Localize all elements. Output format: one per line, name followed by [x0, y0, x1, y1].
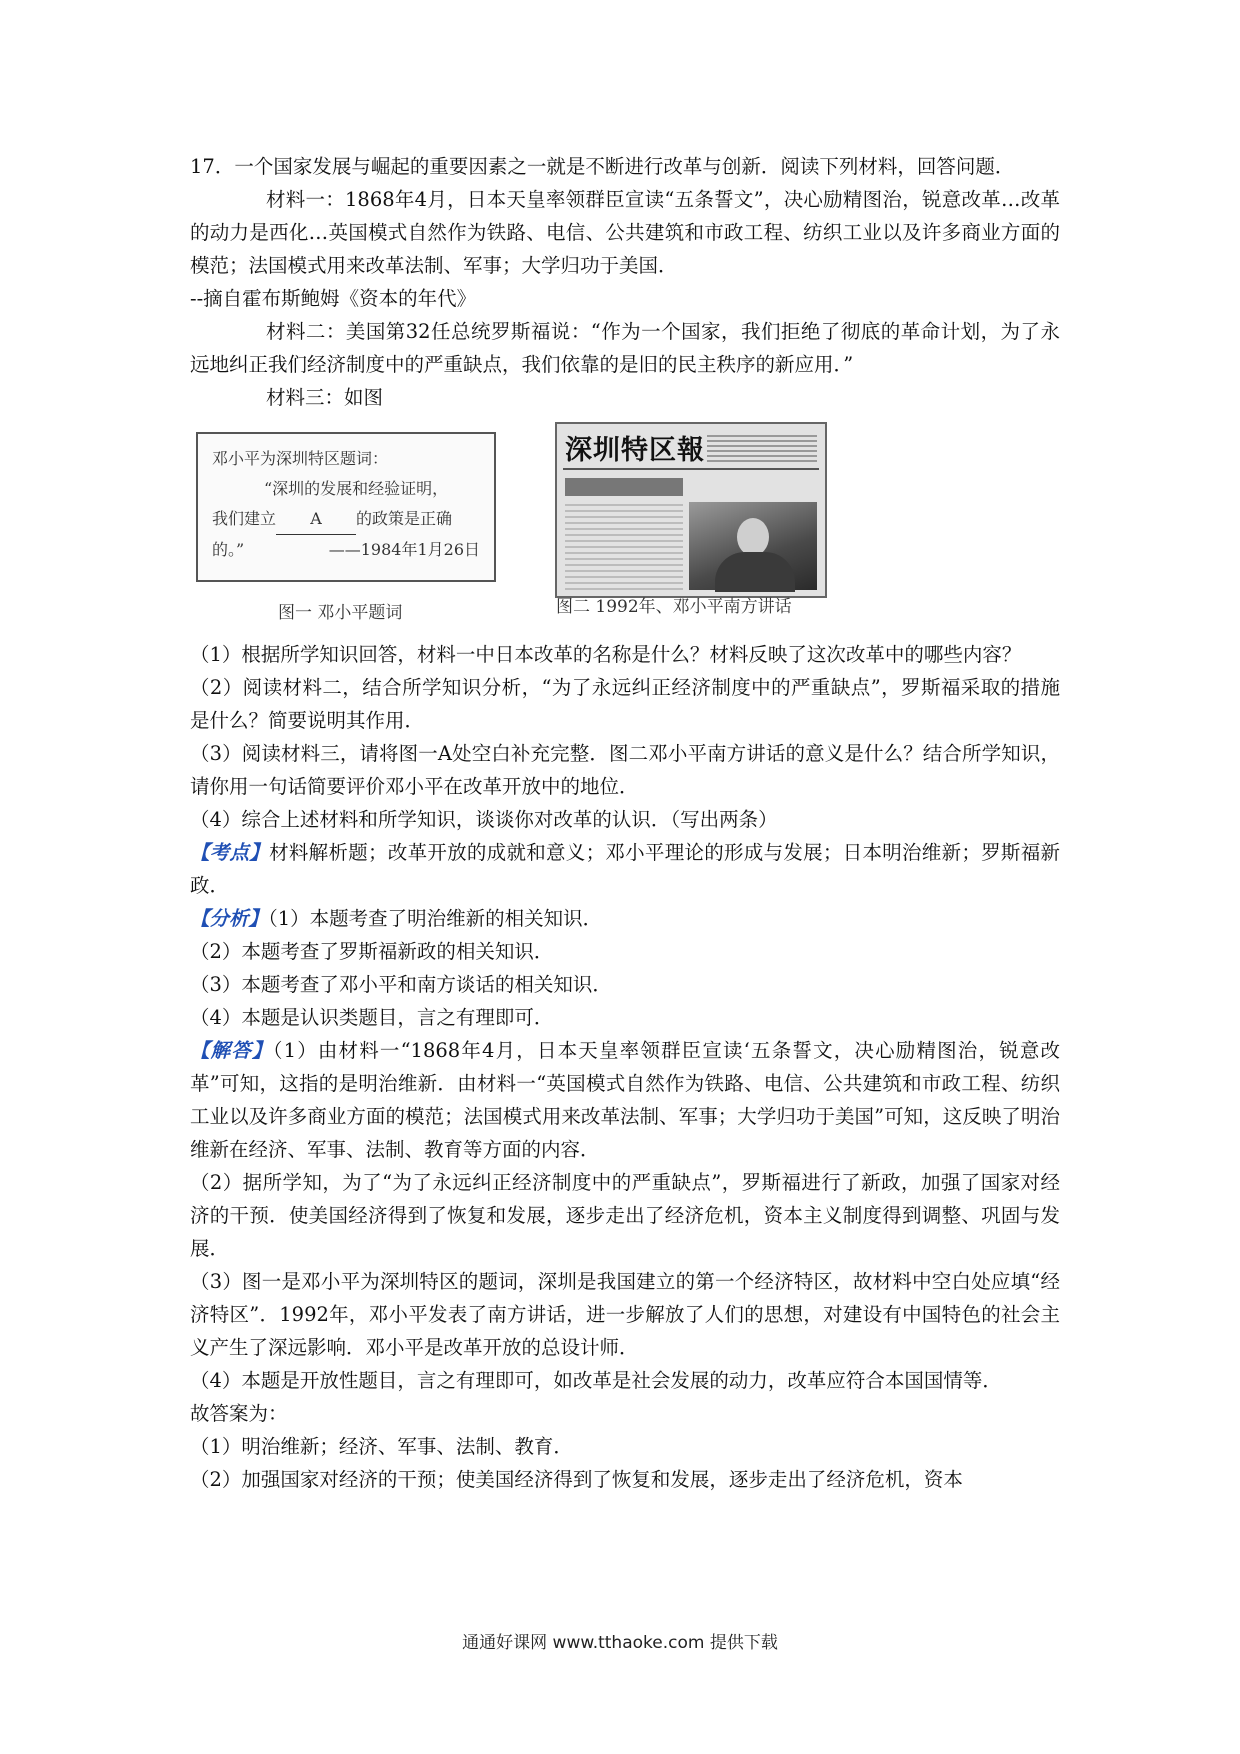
jieda-section	[190, 1034, 1060, 1166]
inscription-line	[212, 504, 480, 535]
newspaper-header-text-image	[707, 432, 817, 462]
fenxi-item: （1）本题考查了明治维新的相关知识．	[268, 907, 603, 930]
material-three: 材料三：如图	[266, 386, 384, 409]
fenxi-item: （4）本题是认识类题目，言之有理即可．	[190, 1006, 554, 1029]
fenxi-item: （2）本题考查了罗斯福新政的相关知识．	[190, 940, 554, 963]
blank-a: A	[276, 504, 356, 535]
document-body	[190, 150, 1060, 1496]
kaodian-tag: 【考点】	[190, 841, 270, 864]
inscription-date: ——1984年1月26日	[328, 540, 480, 559]
jieda-item: （3）图一是邓小平为深圳特区的题词，深圳是我国建立的第一个经济特区，故材料中空白处应填“经济特区”．1992年，邓小平发表了南方讲话，进一步解放了人们的思想，对建设有中国特色的社会主义产生了深远影响．邓小平是改革开放的总设计师．	[190, 1270, 1060, 1359]
answer-item: （2）加强国家对经济的干预；使美国经济得到了恢复和发展，逐步走出了经济危机，资本	[190, 1468, 963, 1491]
inscription-line: 的。”	[212, 540, 245, 559]
inscription-text: 我们建立	[212, 509, 277, 528]
inscription-text: 的政策是正确	[356, 509, 453, 528]
figures-row	[190, 422, 1060, 628]
figure-one-inscription	[196, 432, 496, 582]
material-one: 材料一：1868年4月，日本天皇率领群臣宣读“五条誓文”，决心励精图治，锐意改革…改革的动力是西化…英国模式自然作为铁路、电信、公共建筑和市政工程、纺织工业以及许多商业方面的模范；法国模式用来改革法制、军事；大学归功于美国．	[190, 188, 1060, 277]
answer-item: （1）明治维新；经济、军事、法制、教育．	[190, 1435, 573, 1458]
figure-one-caption: 图一 邓小平题词	[278, 603, 403, 623]
kaodian-text: 材料解析题；改革开放的成就和意义；邓小平理论的形成与发展；日本明治维新；罗斯福新政．	[190, 841, 1060, 897]
subquestion-1: （1）根据所学知识回答，材料一中日本改革的名称是什么？材料反映了这次改革中的哪些内容？	[190, 643, 1022, 666]
jieda-item: （1）由材料一“1868年4月，日本天皇率领群臣宣读‘五条誓文，决心励精图治，锐意改革”可知，这指的是明治维新．由材料一“英国模式自然作为铁路、电信、公共建筑和市政工程、纺织工业以及许多商业方面的模范；法国模式用来改革法制、军事；大学归功于美国”可知，这反映了明治维新在经济、军事、法制、教育等方面的内容．	[190, 1039, 1060, 1161]
subquestion-4: （4）综合上述材料和所学知识，谈谈你对改革的认识．（写出两条）	[190, 808, 778, 831]
material-one-source: --摘自霍布斯鲍姆《资本的年代》	[190, 287, 477, 310]
jieda-item: （4）本题是开放性题目，言之有理即可，如改革是社会发展的动力，改革应符合本国国情等．	[190, 1369, 1002, 1392]
subquestion-3: （3）阅读材料三，请将图一A处空白补充完整．图二邓小平南方讲话的意义是什么？结合所学知识，请你用一句话简要评价邓小平在改革开放中的地位．	[190, 742, 1060, 798]
material-two: 材料二：美国第32任总统罗斯福说：“作为一个国家，我们拒绝了彻底的革命计划，为了永远地纠正我们经济制度中的严重缺点，我们依靠的是旧的民主秩序的新应用．”	[190, 320, 1060, 376]
fenxi-section	[190, 902, 1060, 935]
figure-two-newspaper	[555, 422, 827, 598]
fenxi-tag: 【分析】	[190, 907, 269, 930]
page-footer: 通通好课网 www.tthaoke.com 提供下载	[462, 1633, 778, 1653]
kaodian-section	[190, 836, 1060, 902]
portrait-head	[737, 518, 769, 556]
answer-intro: 故答案为：	[190, 1402, 288, 1425]
question-stem: 17．一个国家发展与崛起的重要因素之一就是不断进行改革与创新．阅读下列材料，回答问题．	[190, 155, 1015, 178]
newspaper-headline-image	[565, 478, 683, 496]
figure-two-caption: 图二 1992年、邓小平南方讲话	[556, 597, 792, 617]
jieda-tag: 【解答】	[190, 1039, 273, 1062]
portrait-body	[715, 552, 795, 592]
inscription-line: 邓小平为深圳特区题词：	[212, 449, 389, 468]
subquestion-2: （2）阅读材料二，结合所学知识分析，“为了永远纠正经济制度中的严重缺点”，罗斯福采取的措施是什么？简要说明其作用．	[190, 676, 1060, 732]
inscription-line: “深圳的发展和经验证明，	[264, 479, 449, 498]
fenxi-item: （3）本题考查了邓小平和南方谈话的相关知识．	[190, 973, 612, 996]
newspaper-columns-image	[565, 500, 683, 590]
newspaper-masthead: 深圳特区報	[565, 435, 705, 466]
newspaper-rule	[563, 468, 819, 470]
portrait-photo	[689, 502, 817, 590]
jieda-item: （2）据所学知，为了“为了永远纠正经济制度中的严重缺点”，罗斯福进行了新政，加强了国家对经济的干预．使美国经济得到了恢复和发展，逐步走出了经济危机，资本主义制度得到调整、巩固与发展．	[190, 1171, 1060, 1260]
